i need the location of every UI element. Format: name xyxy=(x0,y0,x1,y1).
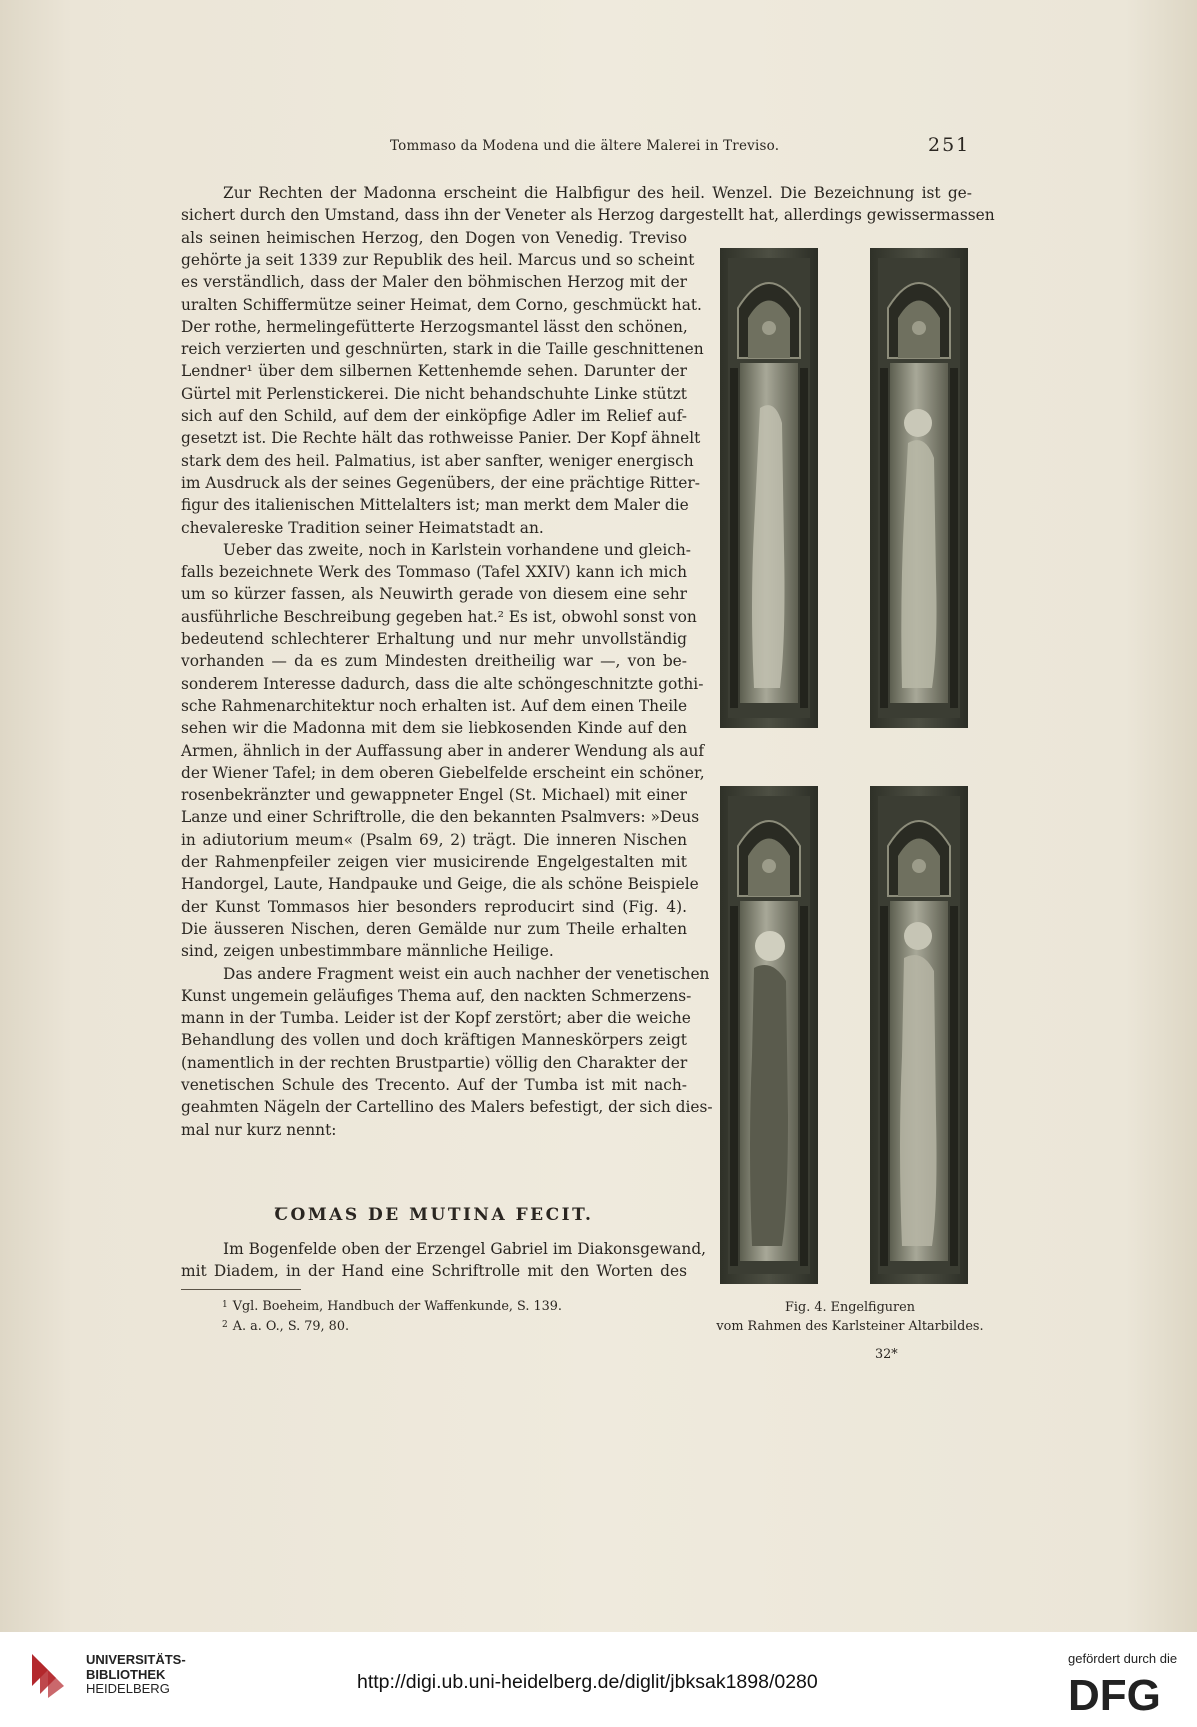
angel-panel-top-right xyxy=(870,248,968,728)
text-line: mit Diadem, in der Hand eine Schriftrolle mit den Worten des xyxy=(181,1262,687,1281)
page-number: 251 xyxy=(928,134,971,156)
text-line: es verständlich, dass der Maler den böhmischen Herzog mit der xyxy=(181,273,687,292)
text-line: gehörte ja seit 1339 zur Republik des heil. Marcus und so scheint xyxy=(181,251,695,269)
text-line: chevalereske Tradition seiner Heimatstadt an. xyxy=(181,518,544,537)
text-line: Lendner¹ über dem silbernen Kettenhemde sehen. Darunter der xyxy=(181,362,687,381)
dfg-logo-icon xyxy=(1068,1670,1180,1716)
text-line: Behandlung des vollen und doch kräftigen Manneskörpers zeigt xyxy=(181,1031,687,1050)
text-line: als seinen heimischen Herzog, den Dogen von Venedig. Treviso xyxy=(181,228,687,247)
text-line: mann in der Tumba. Leider ist der Kopf zerstört; aber die weiche xyxy=(181,1009,691,1028)
text-line: falls bezeichnete Werk des Tommaso (Tafel XXIV) kann ich mich xyxy=(181,563,687,582)
text-line: mal nur kurz nennt: xyxy=(181,1120,337,1139)
body-text-column-continued xyxy=(181,1238,707,1283)
text-line: sehen wir die Madonna mit dem sie liebkosenden Kinde auf den xyxy=(181,719,687,738)
text-line: Kunst ungemein geläufiges Thema auf, den nackten Schmerzens- xyxy=(181,986,692,1005)
text-line: der Kunst Tommasos hier besonders reproducirt sind (Fig. 4). xyxy=(181,897,687,916)
angel-panel-bottom-right xyxy=(870,786,968,1284)
footnote-mark: 2 xyxy=(222,1320,228,1330)
text-line: rosenbekränzter und gewappneter Engel (St. Michael) mit einer xyxy=(181,786,687,805)
funder-text: gefördert durch die xyxy=(1068,1651,1178,1666)
text-line: in adiutorium meum« (Psalm 69, 2) trägt. Die inneren Nischen xyxy=(181,830,687,849)
dfg-logo-text: DFG xyxy=(1068,1671,1161,1716)
text-line: im Ausdruck als der seines Gegenübers, der eine prächtige Ritter- xyxy=(181,473,700,492)
footnotes xyxy=(222,1296,562,1336)
footnote-mark: 1 xyxy=(222,1300,228,1310)
footnote xyxy=(222,1316,562,1336)
text-line: gesetzt ist. Die Rechte hält das rothweisse Panier. Der Kopf ähnelt xyxy=(181,429,701,448)
body-text-full-width xyxy=(181,182,995,227)
university-library-logo-icon xyxy=(28,1652,68,1700)
figure-4-plates xyxy=(720,248,970,1284)
library-name xyxy=(86,1653,186,1697)
text-line: Handorgel, Laute, Handpauke und Geige, die als schöne Beispiele xyxy=(181,875,699,894)
footnote-text: Vgl. Boeheim, Handbuch der Waffenkunde, S. 139. xyxy=(232,1299,562,1314)
text-line: sich auf den Schild, auf dem der einköpfige Adler im Relief auf- xyxy=(181,407,687,426)
figure-caption xyxy=(700,1298,1000,1336)
text-line: (namentlich in der rechten Brustpartie) völlig den Charakter der xyxy=(181,1053,688,1072)
text-line: reich verzierten und geschnürten, stark in die Taille geschnittenen xyxy=(181,340,704,359)
text-line: Gürtel mit Perlenstickerei. Die nicht behandschuhte Linke stützt xyxy=(181,384,687,403)
text-line: Ueber das zweite, noch in Karlstein vorhandene und gleich- xyxy=(223,540,691,559)
inscription-block xyxy=(181,1205,687,1225)
body-text-column xyxy=(181,249,713,1141)
text-line: Im Bogenfelde oben der Erzengel Gabriel im Diakonsgewand, xyxy=(223,1240,707,1258)
text-line: der Wiener Tafel; in dem oberen Giebelfelde erscheint ein schöner, xyxy=(181,763,705,782)
library-line: UNIVERSITÄTS- xyxy=(86,1652,186,1667)
text-line: Lanze und einer Schriftrolle, die den bekannten Psalmvers: »Deus xyxy=(181,808,700,827)
text-line: Die äusseren Nischen, deren Gemälde nur zum Theile erhalten xyxy=(181,919,687,938)
text-line: Zur Rechten der Madonna erscheint die Halbfigur des heil. Wenzel. Die Bezeichnung ist ge- xyxy=(223,184,972,202)
text-line: sche Rahmenarchitektur noch erhalten ist. Auf dem einen Theile xyxy=(181,696,688,715)
text-line: ausführliche Beschreibung gegeben hat.² Es ist, obwohl sonst von xyxy=(181,607,697,626)
painter-inscription: ꞆOMAS DE MUTINA FECIT. xyxy=(274,1205,594,1225)
text-line: uralten Schiffermütze seiner Heimat, dem Corno, geschmückt hat. xyxy=(181,295,702,314)
footnote-text: A. a. O., S. 79, 80. xyxy=(232,1319,350,1334)
text-line: venetischen Schule des Trecento. Auf der Tumba ist mit nach- xyxy=(181,1075,687,1094)
footnote-rule xyxy=(181,1289,301,1290)
caption-line: Fig. 4. Engelfiguren xyxy=(785,1300,915,1315)
body-text-full-width xyxy=(181,227,687,249)
running-head xyxy=(0,134,1197,164)
text-line: stark dem des heil. Palmatius, ist aber sanfter, weniger energisch xyxy=(181,451,694,470)
text-line: sind, zeigen unbestimmbare männliche Heilige. xyxy=(181,942,554,961)
running-title: Tommaso da Modena und die ältere Malerei in Treviso. xyxy=(390,138,780,154)
text-line: sichert durch den Umstand, dass ihn der Veneter als Herzog dargestellt hat, allerdings gewissermassen xyxy=(181,206,995,225)
text-line: geahmten Nägeln der Cartellino des Malers befestigt, der sich dies- xyxy=(181,1098,713,1117)
text-line: Der rothe, hermelingefütterte Herzogsmantel lässt den schönen, xyxy=(181,317,688,336)
library-line: HEIDELBERG xyxy=(86,1681,170,1696)
text-line: bedeutend schlechterer Erhaltung und nur mehr unvollständig xyxy=(181,630,687,649)
library-line: BIBLIOTHEK xyxy=(86,1666,166,1682)
text-line: figur des italienischen Mittelalters ist; man merkt dem Maler die xyxy=(181,496,689,515)
text-line: Armen, ähnlich in der Auffassung aber in anderer Wendung als auf xyxy=(181,741,705,760)
permalink-url[interactable]: http://digi.ub.uni-heidelberg.de/diglit/jbksak1898/0280 xyxy=(357,1671,818,1693)
text-line: um so kürzer fassen, als Neuwirth gerade von diesem eine sehr xyxy=(181,585,687,604)
footnote xyxy=(222,1296,562,1316)
footer-bar xyxy=(0,1632,1197,1727)
angel-panel-bottom-left xyxy=(720,786,818,1284)
text-line: vorhanden — da es zum Mindesten dreitheilig war —, von be- xyxy=(181,652,687,671)
angel-panel-top-left xyxy=(720,248,818,728)
signature-mark: 32* xyxy=(875,1347,898,1362)
text-line: Das andere Fragment weist ein auch nachher der venetischen xyxy=(223,964,710,983)
caption-line: vom Rahmen des Karlsteiner Altarbildes. xyxy=(716,1319,984,1334)
text-line: der Rahmenpfeiler zeigen vier musicirende Engelgestalten mit xyxy=(181,853,687,872)
text-line: sonderem Interesse dadurch, dass die alte schöngeschnitzte gothi- xyxy=(181,674,704,693)
